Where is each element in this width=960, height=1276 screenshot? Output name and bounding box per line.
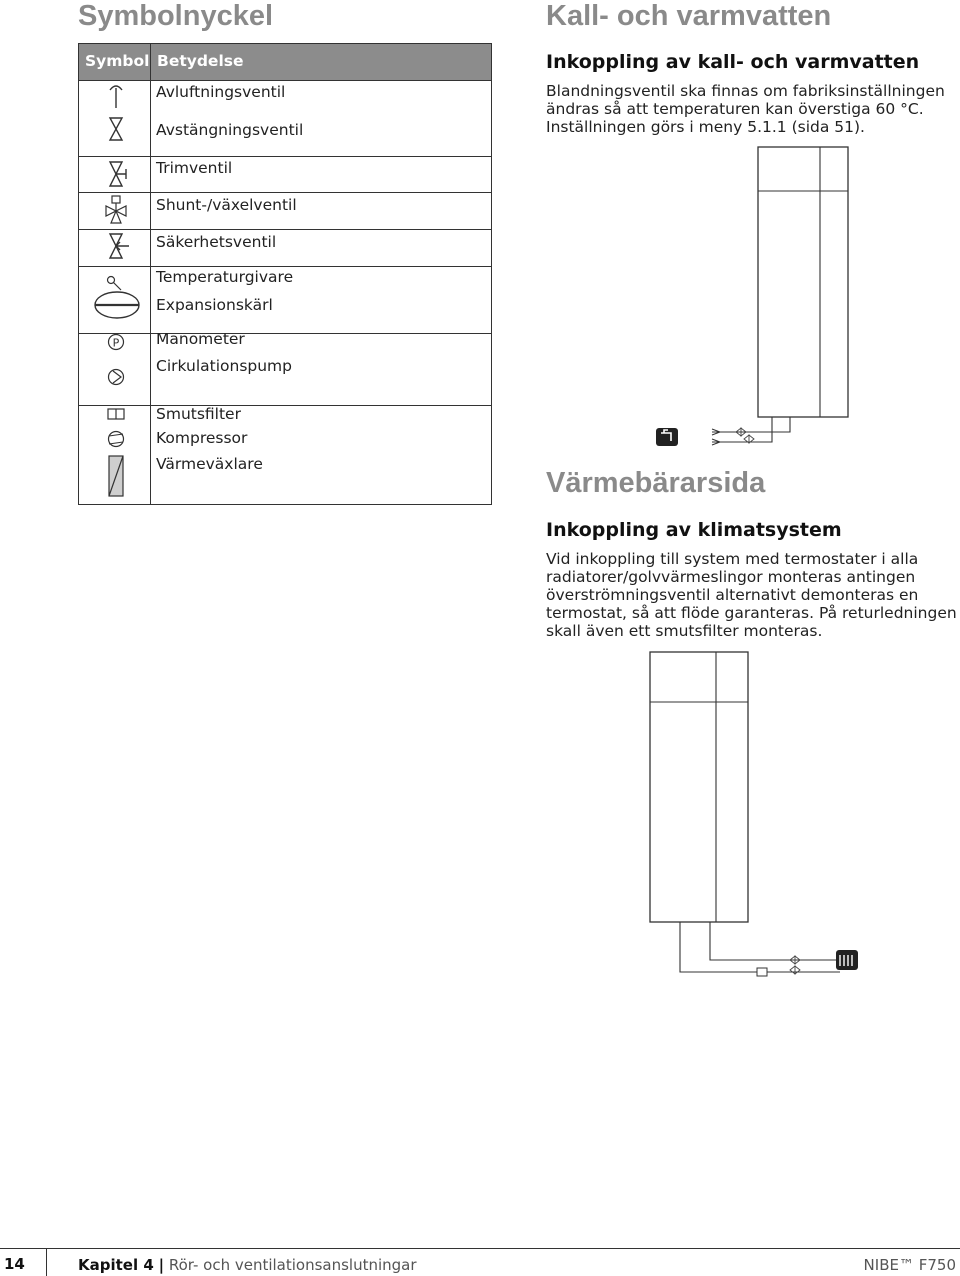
heating-section-text: Vid inkoppling till system med termostater i alla radiatorer/golvvärmeslingor monteras antingen överströmningsventil alternativt demonteras en termostat, så att flöde garanteras. På returledningen skall även ett smutsfilter monteras. xyxy=(546,550,957,640)
trim-valve-icon xyxy=(99,159,133,189)
brand-label: NIBE™ F750 xyxy=(863,1256,956,1274)
expansion-vessel-icon xyxy=(93,290,141,320)
chapter-reference xyxy=(78,1256,417,1274)
symbol-label: Kompressor xyxy=(156,429,248,447)
symbol-label: Värmeväxlare xyxy=(156,455,263,473)
footer-divider xyxy=(0,1248,960,1249)
water-section-subtitle: Inkoppling av kall- och varmvatten xyxy=(546,51,920,73)
meaning-column-header: Betydelse xyxy=(157,52,244,70)
shutoff-valve-icon xyxy=(99,114,133,144)
water-section-title: Kall- och varmvatten xyxy=(546,0,832,32)
symbol-label: Shunt-/växelventil xyxy=(156,196,297,214)
safety-valve-icon xyxy=(99,231,133,261)
symbol-label: Smutsfilter xyxy=(156,405,241,423)
symbol-label: Avluftningsventil xyxy=(156,83,286,101)
heat-exchanger-icon xyxy=(99,454,133,498)
symbol-label: Temperaturgivare xyxy=(156,268,294,286)
symbol-label: Avstängningsventil xyxy=(156,121,304,139)
page-number: 14 xyxy=(4,1255,25,1273)
symbol-column-header: Symbol xyxy=(85,52,150,70)
heating-section-title: Värmebärarsida xyxy=(546,467,766,499)
circulation-pump-icon xyxy=(99,362,133,392)
hot-water-connection-diagram xyxy=(640,146,860,451)
chapter-separator: | xyxy=(158,1256,165,1274)
symbol-label: Cirkulationspump xyxy=(156,357,292,375)
symbol-label: Manometer xyxy=(156,330,245,348)
shunt-valve-icon xyxy=(99,196,133,226)
symbol-label: Säkerhetsventil xyxy=(156,233,277,251)
symbol-label: Trimventil xyxy=(156,159,233,177)
symbol-label: Expansionskärl xyxy=(156,296,273,314)
vent-valve-icon xyxy=(99,80,133,110)
symbol-key-title: Symbolnyckel xyxy=(78,0,274,32)
water-section-text: Blandningsventil ska finnas om fabriksinställningen ändras så att temperaturen kan överstiga 60 °C. Inställningen görs i meny 5.1.1 (sida 51). xyxy=(546,82,945,136)
pressure-gauge-icon xyxy=(99,327,133,357)
symbol-table xyxy=(78,43,492,505)
compressor-icon xyxy=(99,424,133,454)
svg-text:P: P xyxy=(112,336,120,350)
chapter-title: Rör- och ventilationsanslutningar xyxy=(168,1256,417,1274)
symbol-table-header xyxy=(79,44,491,80)
heating-section-subtitle: Inkoppling av klimatsystem xyxy=(546,519,842,541)
chapter-label: Kapitel 4 xyxy=(78,1256,154,1274)
climate-system-connection-diagram xyxy=(640,650,860,980)
